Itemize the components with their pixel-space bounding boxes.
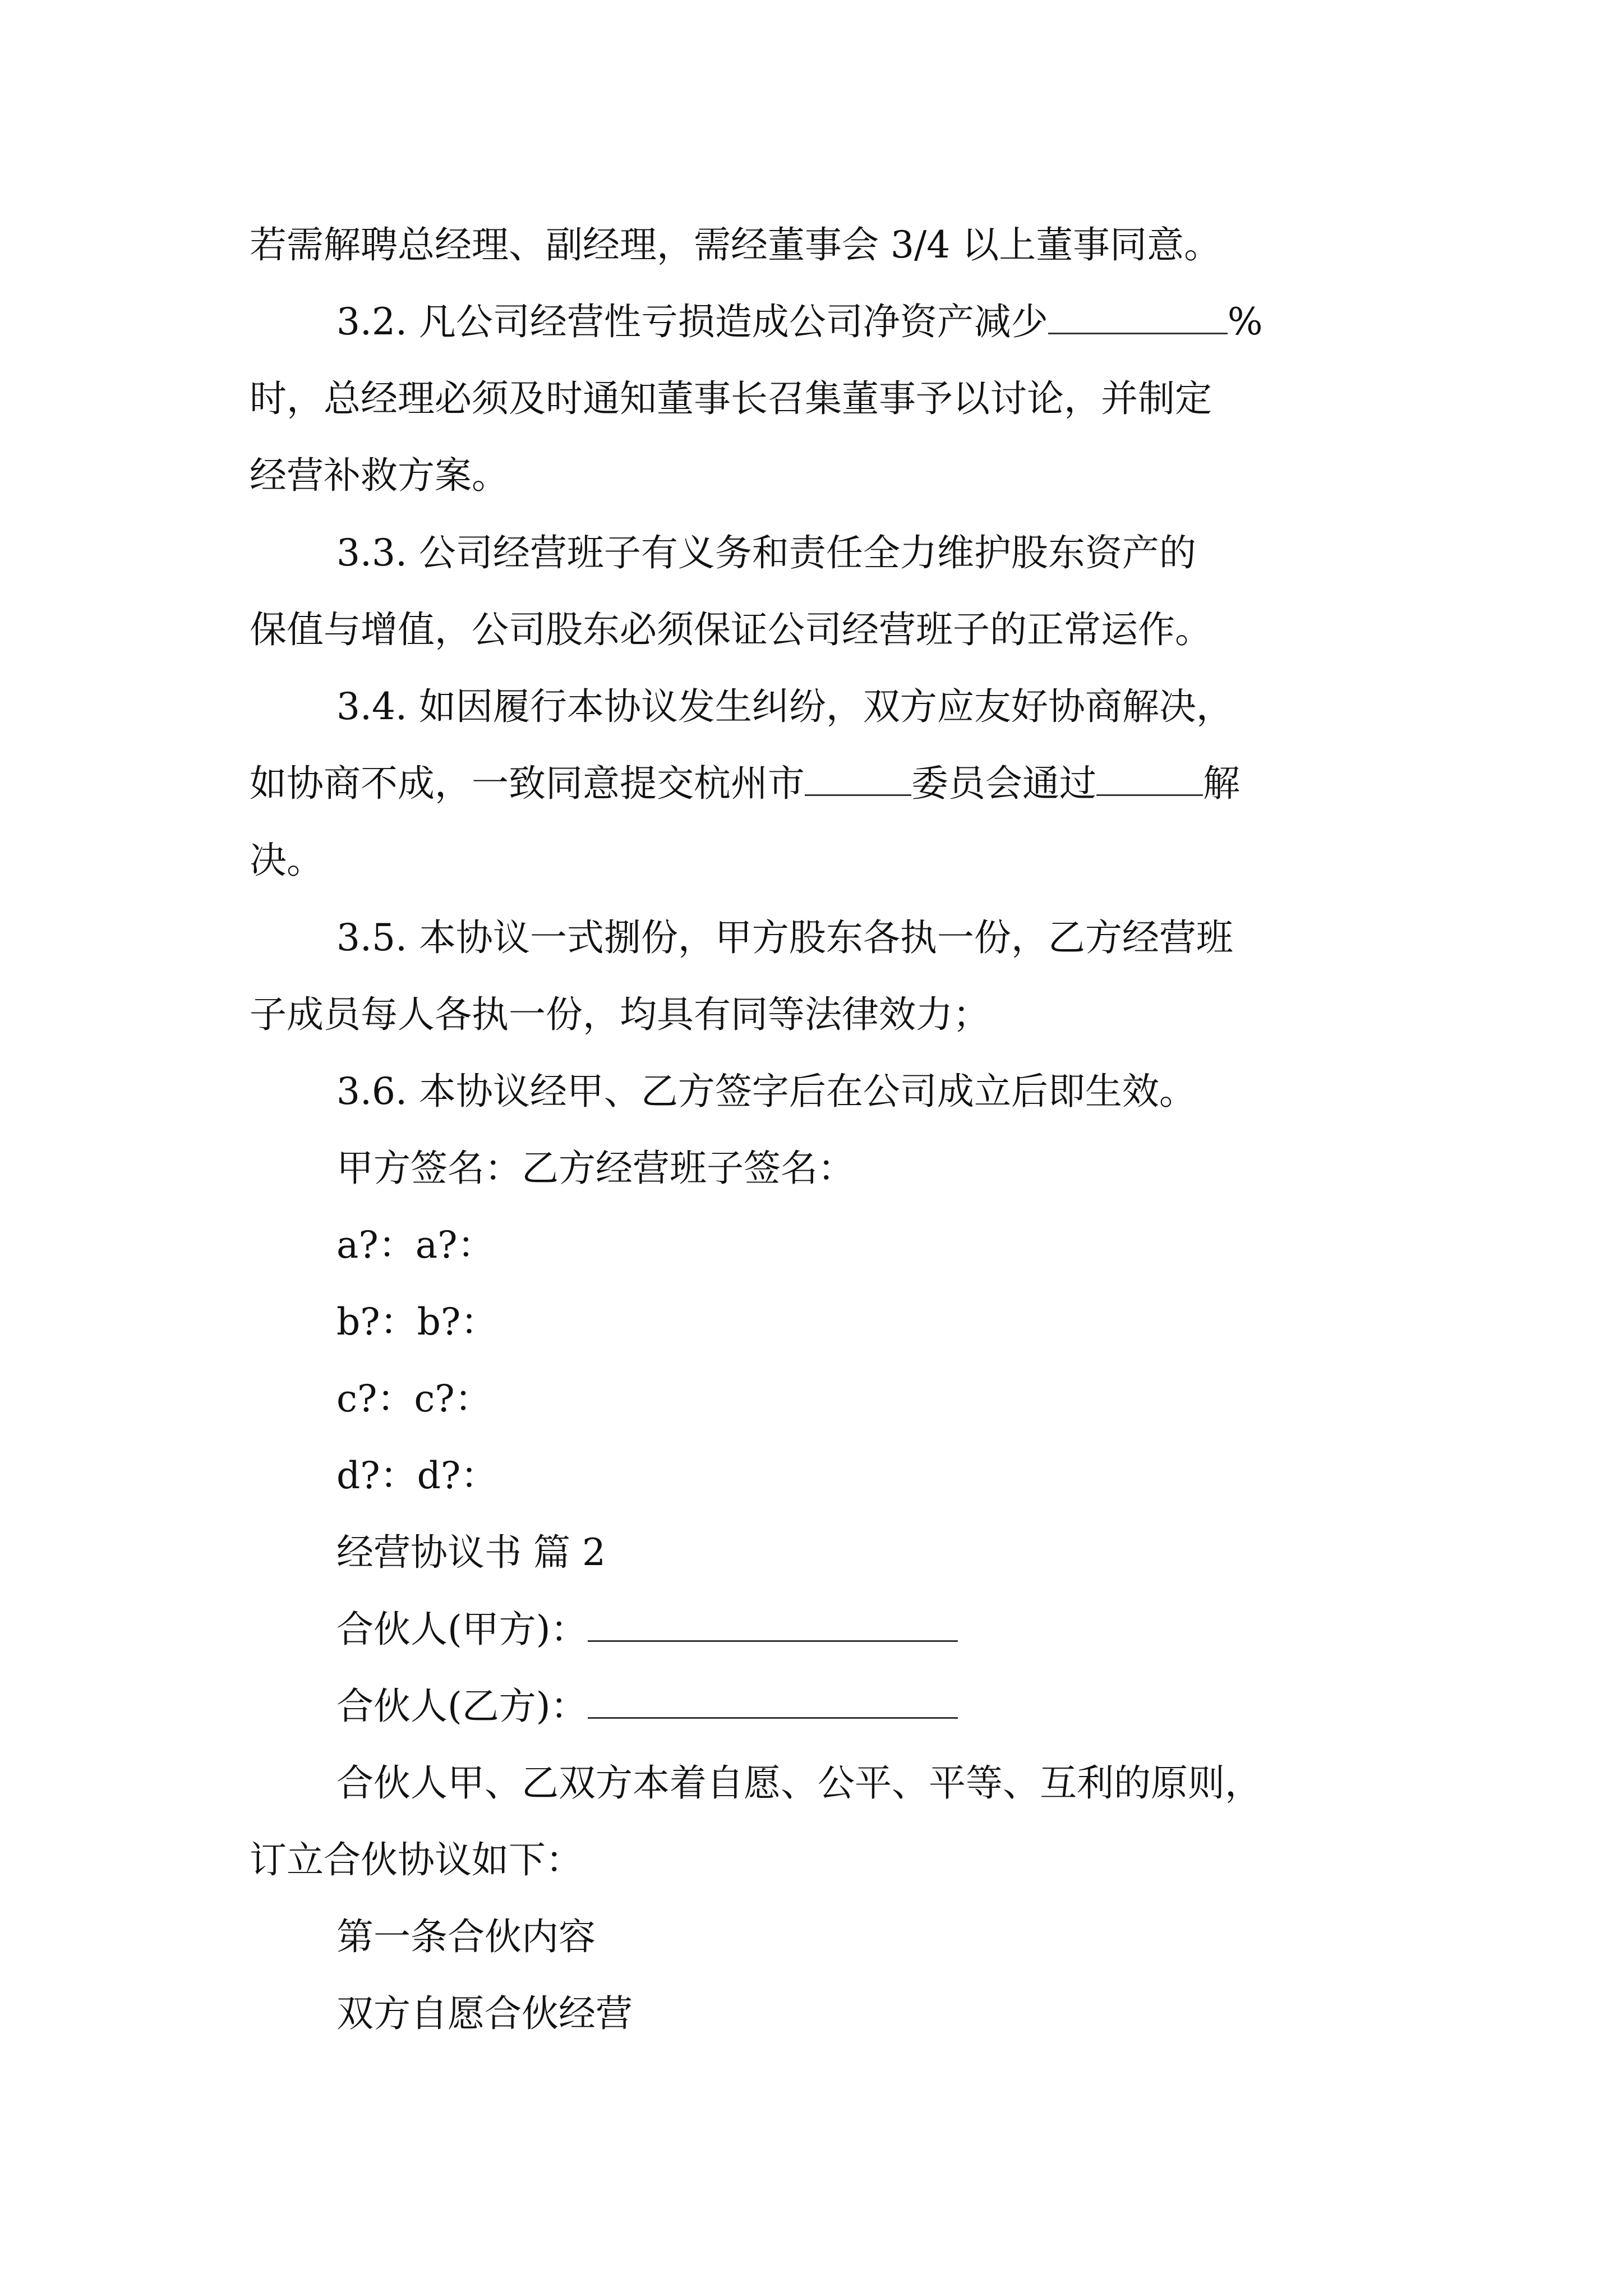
signature-line-c: c?：c?： xyxy=(336,1377,492,1420)
party-b-label: 合伙人(乙方)： xyxy=(336,1685,588,1728)
section-title: 经营协议书 篇 2 xyxy=(336,1531,606,1574)
party-b-blank xyxy=(588,1683,958,1719)
article-title: 第一条合伙内容 xyxy=(336,1915,596,1958)
text-line: 时，总经理必须及时通知董事长召集董事予以讨论，并制定 xyxy=(250,377,1212,420)
signature-header: 甲方签名：乙方经营班子签名： xyxy=(336,1147,855,1190)
clause-3-4-text-a: 如协商不成，一致同意提交杭州市 xyxy=(250,762,805,805)
text-line: 决。 xyxy=(250,839,324,882)
text-line: 保值与增值，公司股东必须保证公司经营班子的正常运作。 xyxy=(250,608,1212,651)
method-blank xyxy=(1096,761,1203,796)
text-line: 3.4. 如因履行本协议发生纠纷，双方应友好协商解决， xyxy=(336,685,1233,728)
text-line: 子成员每人各执一份，均具有同等法律效力； xyxy=(250,993,990,1036)
text-line: 双方自愿合伙经营 xyxy=(336,1992,633,2035)
party-a-line xyxy=(250,1591,1399,1668)
signature-line-a: a?：a?： xyxy=(336,1223,495,1267)
clause-3-6 xyxy=(250,1053,1399,1130)
clause-3-4 xyxy=(250,668,1399,899)
clause-3-4-text-b: 委员会通过 xyxy=(911,762,1096,805)
party-b-line xyxy=(250,1668,1399,1745)
text-line: 3.6. 本协议经甲、乙方签字后在公司成立后即生效。 xyxy=(336,1070,1196,1113)
text-line: 若需解聘总经理、副经理，需经董事会 3/4 以上董事同意。 xyxy=(250,223,1221,266)
text-line: 经营补救方案。 xyxy=(250,454,509,497)
committee-blank xyxy=(805,761,911,796)
signature-block xyxy=(250,1130,1399,1514)
clause-3-2 xyxy=(250,283,1399,514)
text-line: 3.5. 本协议一式捌份，甲方股东各执一份，乙方经营班 xyxy=(336,916,1233,959)
clause-3-3 xyxy=(250,514,1399,668)
section-2 xyxy=(250,1514,1399,2052)
percent-sign: % xyxy=(1227,300,1263,343)
text-line: 订立合伙协议如下： xyxy=(250,1838,583,1881)
party-a-label: 合伙人(甲方)： xyxy=(336,1608,588,1651)
text-line xyxy=(250,745,1399,822)
signature-line-b: b?：b?： xyxy=(336,1300,498,1343)
paragraph-approval xyxy=(250,206,1399,283)
text-line: 3.3. 公司经营班子有义务和责任全力维护股东资产的 xyxy=(336,531,1196,574)
percentage-blank xyxy=(1048,299,1228,334)
signature-line-d: d?：d?： xyxy=(336,1454,498,1497)
text-line: 合伙人甲、乙双方本着自愿、公平、平等、互利的原则， xyxy=(336,1761,1262,1805)
text-line xyxy=(250,283,1399,360)
clause-3-2-text: 3.2. 凡公司经营性亏损造成公司净资产减少 xyxy=(336,300,1048,343)
clause-3-4-text-c: 解 xyxy=(1203,762,1240,805)
party-a-blank xyxy=(588,1607,958,1642)
clause-3-5 xyxy=(250,899,1399,1053)
